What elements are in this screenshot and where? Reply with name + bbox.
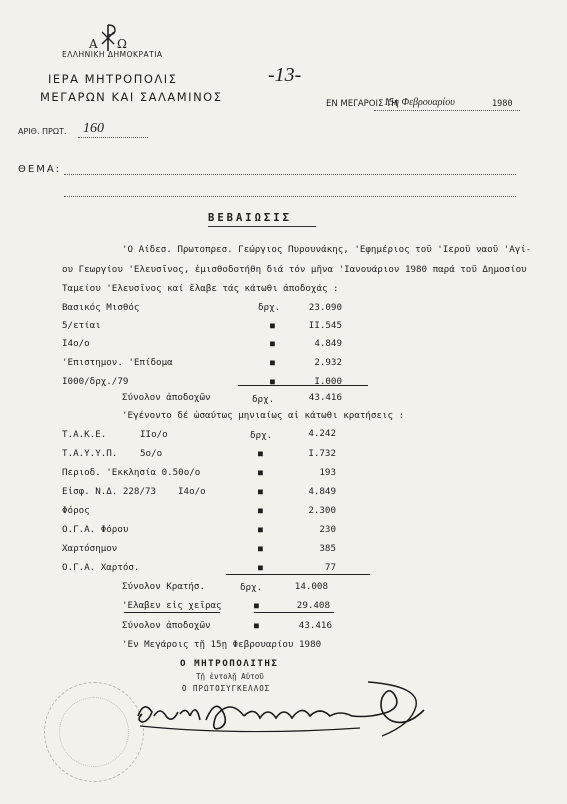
earning-amount: 2.932 — [314, 357, 342, 368]
earnings-total-label: Σύνολον ἀποδοχῶν — [122, 392, 211, 403]
date-year: 1980 — [492, 99, 513, 109]
page-number: -13- — [268, 64, 302, 86]
earnings-total-amount: 43.416 — [308, 392, 342, 403]
earning-unit: ■ — [270, 321, 275, 330]
earning-amount: II.545 — [308, 320, 342, 331]
deduction-amount: 2.300 — [308, 505, 336, 516]
earning-amount: I.000 — [314, 376, 342, 387]
deduction-unit: δρχ. — [250, 430, 273, 441]
deduction-rate: I4o/o — [178, 486, 206, 497]
intro-line-2: ου Γεωργίου 'Ελευσῖνος, ἐμισθοδοτήθη διά τόν μῆνα 'Ιανουάριον 1980 παρά τοῦ Δημοσίου — [62, 264, 527, 275]
summary-unit: ■ — [254, 601, 259, 610]
deduction-unit: ■ — [258, 506, 263, 515]
deduction-label: Τ.Α.Υ.Υ.Π. — [62, 448, 118, 459]
earning-label: I000/δρχ./79 — [62, 376, 129, 387]
protocol-dotted-line — [78, 137, 148, 138]
deduction-label: Εἰσφ. Ν.Δ. 228/73 — [62, 486, 157, 497]
deduction-rate: 5o/o — [140, 448, 163, 459]
by-order-label: Τῇ ἐντολῇ Αὐτοῦ — [196, 672, 264, 681]
metropolitan-title: Ο ΜΗΤΡΟΠΟΛΙΤΗΣ — [180, 658, 279, 669]
earning-label: 'Επιστημον. 'Επίδομα — [62, 357, 173, 368]
earning-label: I4o/o — [62, 338, 90, 349]
earnings-total-rule — [238, 385, 368, 386]
earning-unit: ■ — [270, 377, 275, 386]
summary-label: Σύνολον ἀποδοχῶν — [122, 620, 211, 631]
earning-amount: 4.849 — [314, 338, 342, 349]
protocol-label: ΑΡΙΘ. ΠΡΩΤ. — [18, 127, 67, 136]
earning-unit: δρχ. — [258, 302, 281, 313]
deduction-label: Φόρος — [62, 505, 90, 516]
earning-label: 5/ετίαι — [62, 320, 101, 331]
office-name-line2: ΜΕΓΑΡΩΝ ΚΑΙ ΣΑΛΑΜΙΝΟΣ — [40, 90, 223, 104]
subject-dotted-line-2 — [64, 196, 516, 197]
deduction-amount: 230 — [319, 524, 336, 535]
intro-line-3: Ταμείου 'Ελευσῖνος καί ἔλαβε τάς κάτωθι ἀποδοχάς : — [62, 283, 339, 294]
summary-amount: 29.408 — [296, 600, 330, 611]
office-name-line1: ΙΕΡΑ ΜΗΤΡΟΠΟΛΙΣ — [48, 72, 178, 86]
chi-rho-emblem-icon — [88, 22, 128, 52]
deduction-unit: ■ — [258, 468, 263, 477]
svg-text:Ω: Ω — [117, 37, 127, 51]
summary-label: 'Ελαβεν εἰς χεῖρας — [122, 600, 222, 611]
deduction-label: Ο.Γ.Α. Φόρου — [62, 524, 129, 535]
deduction-amount: 77 — [324, 562, 336, 573]
title-underline — [208, 226, 316, 227]
subject-label: ΘΕΜΑ: — [18, 164, 62, 175]
deduction-unit: ■ — [258, 525, 263, 534]
deductions-intro: 'Εγένοντο δέ ὡσαύτως μηνιαίως αἱ κάτωθι κρατήσεις : — [122, 410, 405, 421]
deduction-unit: ■ — [258, 449, 263, 458]
document-title: ΒΕΒΑΙΩΣΙΣ — [208, 212, 292, 224]
republic-label: ΕΛΛΗΝΙΚΗ ΔΗΜΟΚΡΑΤΙΑ — [62, 50, 163, 59]
deduction-unit: ■ — [258, 544, 263, 553]
summary-underline-left — [124, 612, 220, 613]
earning-amount: 23.090 — [308, 302, 342, 313]
deduction-unit: ■ — [258, 487, 263, 496]
deduction-label: Τ.Α.Κ.Ε. — [62, 429, 107, 440]
intro-line-1: 'Ο Αίδεσ. Πρωτοπρεσ. Γεώργιος Πυρουνάκης, 'Εφημέριος τοῦ 'Ιεροῦ ναοῦ 'Αγί- — [122, 244, 532, 255]
deduction-amount: 4.242 — [308, 428, 336, 439]
summary-unit: ■ — [254, 621, 259, 630]
deduction-rate: IIo/o — [140, 429, 168, 440]
protocol-number: 160 — [83, 121, 104, 136]
deductions-total-rule — [226, 574, 370, 575]
earning-unit: ■ — [270, 339, 275, 348]
secretary-title: Ο ΠΡΩΤΟΣΥΓΚΕΛΛΟΣ — [182, 684, 271, 693]
place-prefix: ΕΝ ΜΕΓΑΡΟΙΣ ΤΗ — [326, 99, 398, 109]
deduction-amount: 4.849 — [308, 486, 336, 497]
deduction-unit: ■ — [258, 563, 263, 572]
earnings-total-unit: δρχ. — [252, 394, 275, 405]
earning-label: Βασικός Μισθός — [62, 302, 140, 313]
date-dotted-line — [374, 110, 520, 111]
deduction-label: Περιοδ. 'Εκκλησία 0.50o/o — [62, 467, 201, 478]
summary-underline-right — [254, 612, 334, 613]
deduction-label: Χαρτόσημον — [62, 543, 118, 554]
deduction-amount: 385 — [319, 543, 336, 554]
subject-dotted-line-1 — [64, 174, 516, 175]
deduction-label: Ο.Γ.Α. Χαρτόσ. — [62, 562, 140, 573]
summary-label: Σύνολον Κρατήσ. — [122, 581, 205, 592]
deduction-amount: I.732 — [308, 448, 336, 459]
svg-text:Α: Α — [89, 37, 98, 51]
handwritten-signature — [120, 676, 440, 750]
deduction-amount: 193 — [319, 467, 336, 478]
summary-amount: 14.008 — [294, 581, 328, 592]
handwritten-date: 15η Φεβρουαρίου — [384, 97, 455, 108]
summary-unit: δρχ. — [240, 582, 263, 593]
closing-place-date: 'Εν Μεγάροις τῇ 15ῃ Φεβρουαρίου 1980 — [122, 639, 322, 650]
earning-unit: ■ — [270, 358, 275, 367]
summary-amount: 43.416 — [298, 620, 332, 631]
